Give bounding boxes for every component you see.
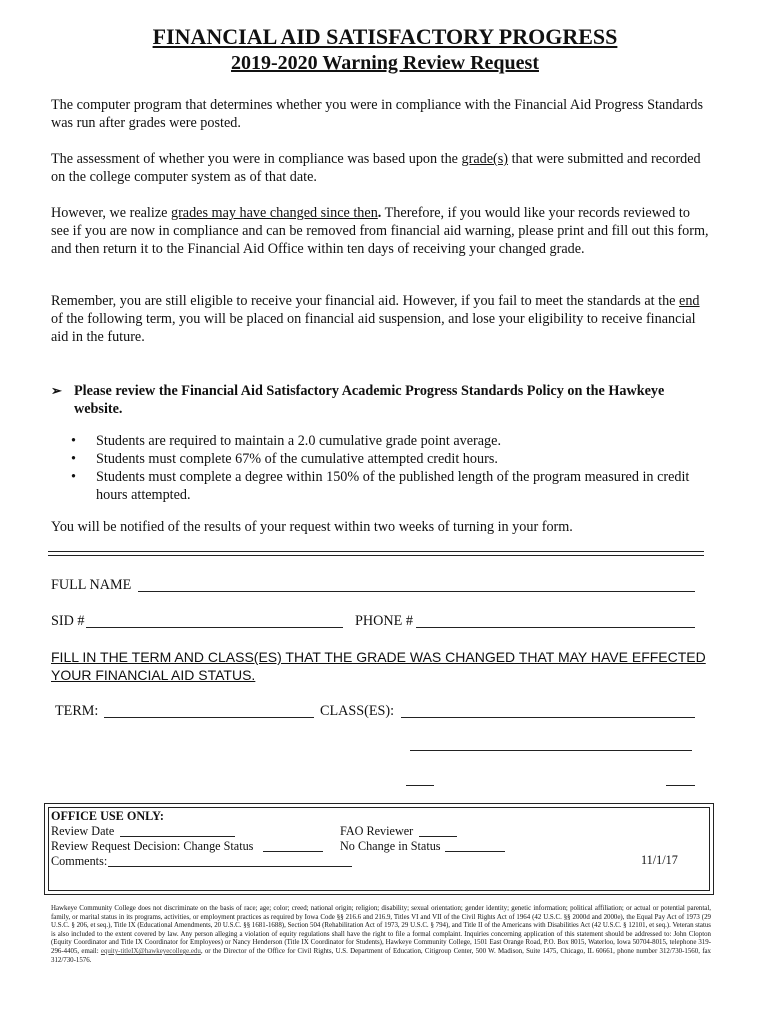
- assessment-grades-underlined: grade(s): [461, 151, 509, 167]
- form-version-date: 11/1/17: [641, 853, 678, 867]
- term-class-instruction: FILL IN THE TERM AND CLASS(ES) THAT THE GRADE WAS CHANGED THAT MAY HAVE EFFECTED YOUR FINANCIAL AID STATUS.: [51, 649, 706, 683]
- nondiscrimination-statement: Hawkeye Community College does not discriminate on the basis of race; age; color; creed; national origin; religion; disability; sexual orientation; gender identity; genetic information; political affiliation; or actual or potential parental, family, or marital status in its programs, activities, or employment practices as required by Iowa Code §§ 216.6 and 216.9, Titles VI and VII of the Civil Rights Act of 1964 (42 U.S.C. §§ 2000d and 2000e), the Equal Pay Act of 1973 (29 U.S.C. § 206, et seq.), Title IX (Educational Amendments, 20 U.S.C. §§ 1681-1688), Section 504 (Rehabilitation Act of 1973, 29 U.S.C. § 794), and Title II of the Americans with Disabilities Act (42 U.S.C. § 12101, et seq.). Veteran status is also included to the extent covered by law. Any person alleging a violation of equity regulations shall have the right to file a formal complaint. Inquiries concerning application of this statement should be addressed to: John Clopton (Equity Coordinator and Title IX Coordinator for Employees) or Nancy Henderson (Title IX Coordinator for Students), Hawkeye Community College, 1501 East Orange Road, P.O. Box 8015, Waterloo, Iowa 50704-8015, telephone 319-296-4405, email: equity-titleIX@hawkeyecollege.edu, or the Director of the Office for Civil Rights, U.S. Department of Education, Citigroup Center, 500 W. Madison, Suite 1475, Chicago, IL 60661, phone number 312/730-1560, fax 312/730-1576.: [51, 905, 711, 964]
- list-item: • Students must complete 67% of the cumulative attempted credit hours.: [71, 451, 498, 467]
- office-use-heading: OFFICE USE ONLY:: [51, 809, 164, 823]
- term-field[interactable]: [104, 717, 314, 718]
- phone-field[interactable]: [416, 627, 695, 628]
- sid-label: SID #: [51, 613, 85, 629]
- classes-field-line-3b[interactable]: [666, 785, 695, 786]
- full-name-label: FULL NAME: [51, 577, 132, 593]
- review-date-field[interactable]: [120, 836, 235, 837]
- bullet-icon: •: [71, 451, 76, 467]
- office-use-box: [44, 803, 714, 895]
- review-paragraph: [51, 204, 711, 258]
- fao-reviewer-label: FAO Reviewer: [340, 824, 414, 838]
- equity-email-link[interactable]: equity-titleIX@hawkeyecollege.edu: [100, 947, 201, 955]
- review-text-b: Therefore, if you would like your records reviewed to see if you are now in compliance and can be removed from financial aid warning, please print and fill out this form, and then return it to the Financial Aid Office within ten days of receiving your changed grade.: [51, 205, 709, 257]
- notification-paragraph: You will be notified of the results of your request within two weeks of turning in your form.: [51, 519, 573, 535]
- remember-text-a: Remember, you are still eligible to receive your financial aid. However, if you fail to meet the standards at the: [51, 293, 680, 309]
- fao-reviewer-field[interactable]: [419, 836, 457, 837]
- no-change-status-field[interactable]: [445, 851, 505, 852]
- term-label: TERM:: [55, 703, 99, 719]
- page-title: FINANCIAL AID SATISFACTORY PROGRESS: [152, 24, 618, 49]
- requirements-list: [51, 432, 711, 504]
- assessment-text-b: that were submitted and recorded on the college computer system as of that date.: [51, 151, 701, 185]
- classes-field-line-3a[interactable]: [406, 785, 434, 786]
- intro-paragraph: The computer program that determines whether you were in compliance with the Financial Aid Progress Standards was run after grades were posted.: [51, 97, 704, 131]
- review-date-label: Review Date: [51, 824, 115, 838]
- review-period: .: [377, 205, 382, 221]
- policy-notice-text: Please review the Financial Aid Satisfactory Academic Progress Standards Policy on the Hawkeye website.: [74, 383, 665, 417]
- full-name-field[interactable]: [138, 591, 695, 592]
- bullet-icon: •: [71, 469, 76, 485]
- list-item: • Students are required to maintain a 2.0 cumulative grade point average.: [71, 433, 501, 449]
- bullet-icon: •: [71, 433, 76, 449]
- sid-field[interactable]: [86, 627, 343, 628]
- comments-field[interactable]: [108, 866, 352, 867]
- classes-field-line-2[interactable]: [410, 750, 692, 751]
- arrow-bullet-icon: ➢: [51, 383, 62, 398]
- review-text-a: However, we realize: [51, 205, 171, 221]
- no-change-status-label: No Change in Status: [340, 839, 441, 853]
- review-grades-changed-underlined: grades may have changed since then: [170, 205, 378, 221]
- phone-label: PHONE #: [355, 613, 413, 629]
- assessment-text-a: The assessment of whether you were in compliance was based upon the: [51, 151, 462, 167]
- assessment-paragraph: [51, 150, 711, 186]
- remember-end-underlined: end: [679, 293, 700, 309]
- remember-paragraph: [51, 292, 711, 346]
- classes-label: CLASS(ES):: [320, 703, 395, 719]
- classes-field[interactable]: [401, 717, 695, 718]
- comments-label: Comments:: [51, 854, 108, 868]
- page-subtitle: 2019-2020 Warning Review Request: [231, 52, 539, 74]
- remember-text-b: of the following term, you will be placed on financial aid suspension, and lose your eligibility to receive financial aid in the future.: [51, 311, 696, 345]
- list-item: • Students must complete a degree within 150% of the published length of the program measured in credit hours attempted.: [71, 469, 690, 503]
- decision-change-status-label: Review Request Decision: Change Status: [51, 839, 254, 853]
- change-status-field[interactable]: [263, 851, 323, 852]
- section-divider: [48, 551, 704, 556]
